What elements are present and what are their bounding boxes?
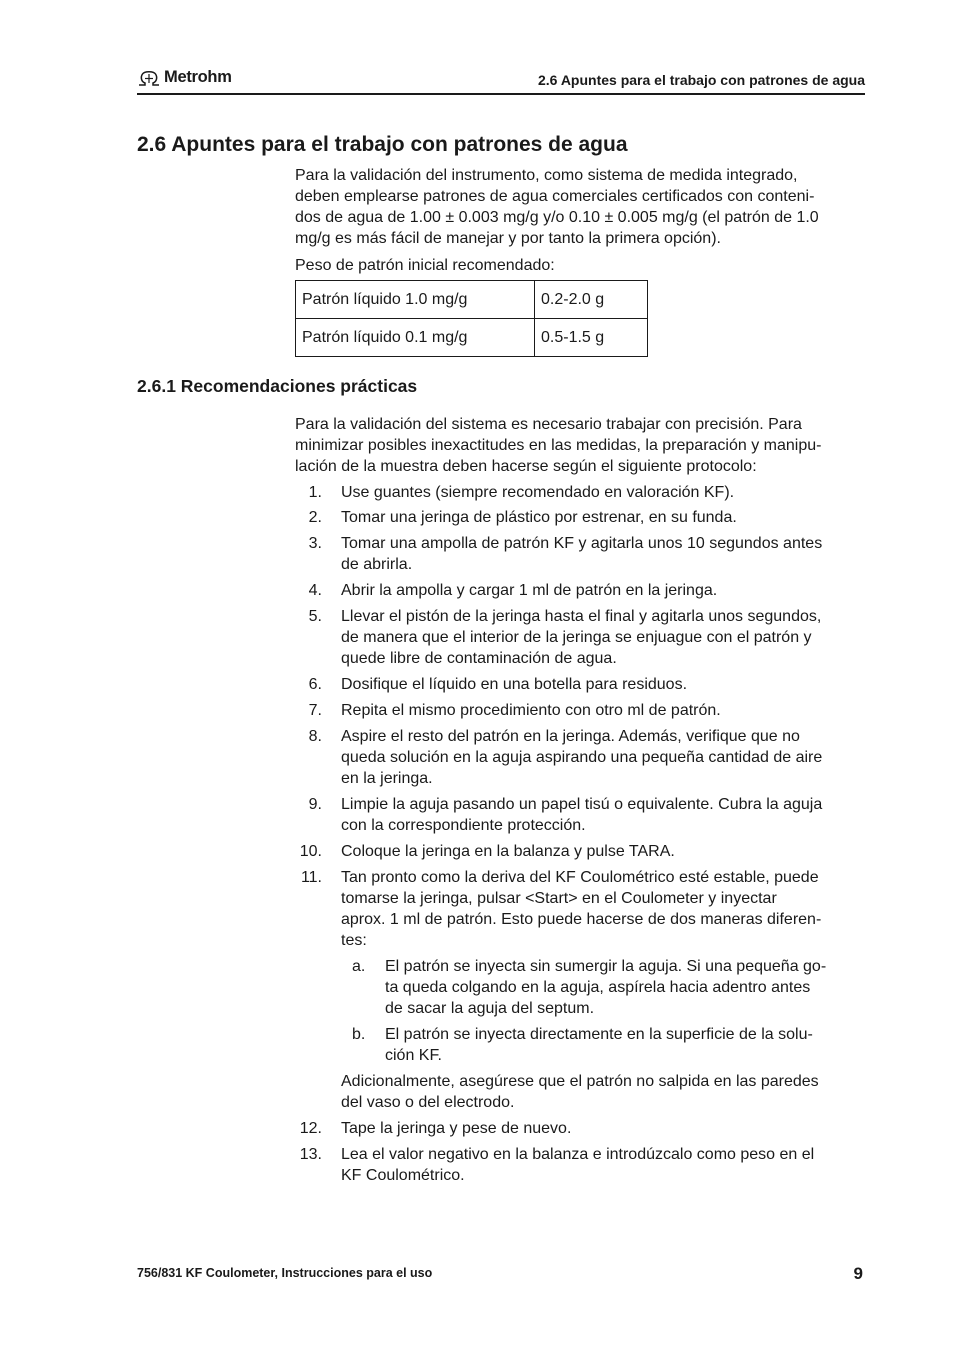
- omega-icon: [137, 69, 161, 87]
- text-line: Lea el valor negativo en la balanza e introdúzcalo como peso en el: [341, 1146, 815, 1163]
- text-line: mg/g es más fácil de manejar y por tanto la primera opción).: [295, 230, 721, 247]
- footer-document-title: 756/831 KF Coulometer, Instrucciones para el uso: [137, 1266, 433, 1280]
- step-number: 7.: [308, 702, 322, 719]
- text-line: Para la validación del instrumento, como sistema de medida integrado,: [295, 167, 798, 184]
- step-number: 5.: [308, 608, 322, 625]
- step-number: 6.: [308, 676, 322, 693]
- section-heading: 2.6 Apuntes para el trabajo con patrones de agua: [137, 133, 628, 156]
- text-line: dos de agua de 1.00 ± 0.003 mg/g y/o 0.10 ± 0.005 mg/g (el patrón de 1.0: [295, 209, 819, 226]
- text-line: Limpie la aguja pasando un papel tisú o equivalente. Cubra la aguja: [341, 796, 823, 813]
- text-line: ta queda colgando en la aguja, aspírela hacia adentro antes: [385, 979, 811, 996]
- step-text: [341, 606, 865, 669]
- running-header-title: 2.6 Apuntes para el trabajo con patrones de agua: [537, 72, 865, 88]
- weight-table: [295, 280, 648, 357]
- subsection-heading: 2.6.1 Recomendaciones prácticas: [137, 376, 418, 396]
- text-line: Tomar una jeringa de plástico por estrenar, en su funda.: [341, 509, 737, 526]
- step-text: [341, 867, 865, 951]
- step-text: [341, 700, 865, 721]
- weight-label: Peso de patrón inicial recomendado:: [295, 257, 555, 274]
- text-line: Aspire el resto del patrón en la jeringa. Además, verifique que no: [341, 728, 800, 745]
- step-number: 2.: [308, 509, 322, 526]
- step-number: 10.: [299, 843, 322, 860]
- text-line: Repita el mismo procedimiento con otro ml de patrón.: [341, 702, 721, 719]
- step-number: 3.: [308, 535, 322, 552]
- text-line: lación de la muestra deben hacerse según el siguiente protocolo:: [295, 458, 757, 475]
- text-line: en la jeringa.: [341, 770, 433, 787]
- step-number: 11.: [300, 869, 322, 886]
- table-cell-weight: 0.2-2.0 g: [535, 281, 648, 319]
- page-header: [137, 66, 865, 95]
- text-line: Tan pronto como la deriva del KF Coulométrico esté estable, puede: [341, 869, 819, 886]
- step-text: [341, 482, 865, 503]
- substep-text: [385, 1024, 865, 1066]
- text-line: tes:: [341, 932, 367, 949]
- step-text: [341, 1144, 865, 1186]
- step-number: 9.: [308, 796, 322, 813]
- step-number: 4.: [308, 582, 322, 599]
- text-line: quede libre de contaminación de agua.: [341, 650, 617, 667]
- step-11-note: [341, 1071, 865, 1113]
- table-row: [296, 319, 648, 357]
- step-text: [341, 1118, 865, 1139]
- text-line: del vaso o del electrodo.: [341, 1094, 515, 1111]
- text-line: KF Coulométrico.: [341, 1167, 465, 1184]
- substep-letter: b.: [352, 1026, 366, 1043]
- text-line: Para la validación del sistema es necesario trabajar con precisión. Para: [295, 416, 802, 433]
- step-text: [341, 794, 865, 836]
- step-text: [341, 580, 865, 601]
- table-cell-standard: Patrón líquido 0.1 mg/g: [296, 319, 535, 357]
- table-cell-weight: 0.5-1.5 g: [535, 319, 648, 357]
- table-cell-standard: Patrón líquido 1.0 mg/g: [296, 281, 535, 319]
- table-row: [296, 281, 648, 319]
- page-number: 9: [853, 1264, 863, 1283]
- text-line: Tomar una ampolla de patrón KF y agitarla unos 10 segundos antes: [341, 535, 823, 552]
- step-text: [341, 841, 865, 862]
- subsection-intro-paragraph: [295, 414, 865, 477]
- text-line: Coloque la jeringa en la balanza y pulse TARA.: [341, 843, 675, 860]
- text-line: Abrir la ampolla y cargar 1 ml de patrón en la jeringa.: [341, 582, 718, 599]
- text-line: de sacar la aguja del septum.: [385, 1000, 595, 1017]
- step-number: 8.: [308, 728, 322, 745]
- text-line: El patrón se inyecta sin sumergir la aguja. Si una pequeña go-: [385, 958, 827, 975]
- text-line: de abrirla.: [341, 556, 413, 573]
- step-text: [341, 507, 865, 528]
- step-number: 13.: [299, 1146, 322, 1163]
- step-text: [341, 726, 865, 789]
- step-number: 1.: [308, 484, 322, 501]
- text-line: Llevar el pistón de la jeringa hasta el final y agitarla unos segundos,: [341, 608, 822, 625]
- text-line: queda solución en la aguja aspirando una pequeña cantidad de aire: [341, 749, 823, 766]
- text-line: Use guantes (siempre recomendado en valoración KF).: [341, 484, 735, 501]
- substep-text: [385, 956, 865, 1019]
- text-line: Dosifique el líquido en una botella para residuos.: [341, 676, 688, 693]
- text-line: aprox. 1 ml de patrón. Esto puede hacerse de dos maneras diferen-: [341, 911, 822, 928]
- text-line: con la correspondiente protección.: [341, 817, 586, 834]
- metrohm-logo: [137, 68, 232, 87]
- text-line: de manera que el interior de la jeringa se enjuague con el patrón y: [341, 629, 812, 646]
- text-line: Adicionalmente, asegúrese que el patrón no salpida en las paredes: [341, 1073, 819, 1090]
- section-intro-paragraph: [295, 165, 865, 249]
- text-line: Tape la jeringa y pese de nuevo.: [341, 1120, 572, 1137]
- brand-name: Metrohm: [164, 68, 232, 86]
- substep-letter: a.: [352, 958, 366, 975]
- text-line: minimizar posibles inexactitudes en las medidas, la preparación y manipu-: [295, 437, 822, 454]
- step-text: [341, 674, 865, 695]
- step-number: 12.: [299, 1120, 322, 1137]
- text-line: tomarse la jeringa, pulsar <Start> en el Coulometer y inyectar: [341, 890, 777, 907]
- text-line: deben emplearse patrones de agua comerciales certificados con conteni-: [295, 188, 815, 205]
- step-text: [341, 533, 865, 575]
- text-line: ción KF.: [385, 1047, 442, 1064]
- text-line: El patrón se inyecta directamente en la superficie de la solu-: [385, 1026, 813, 1043]
